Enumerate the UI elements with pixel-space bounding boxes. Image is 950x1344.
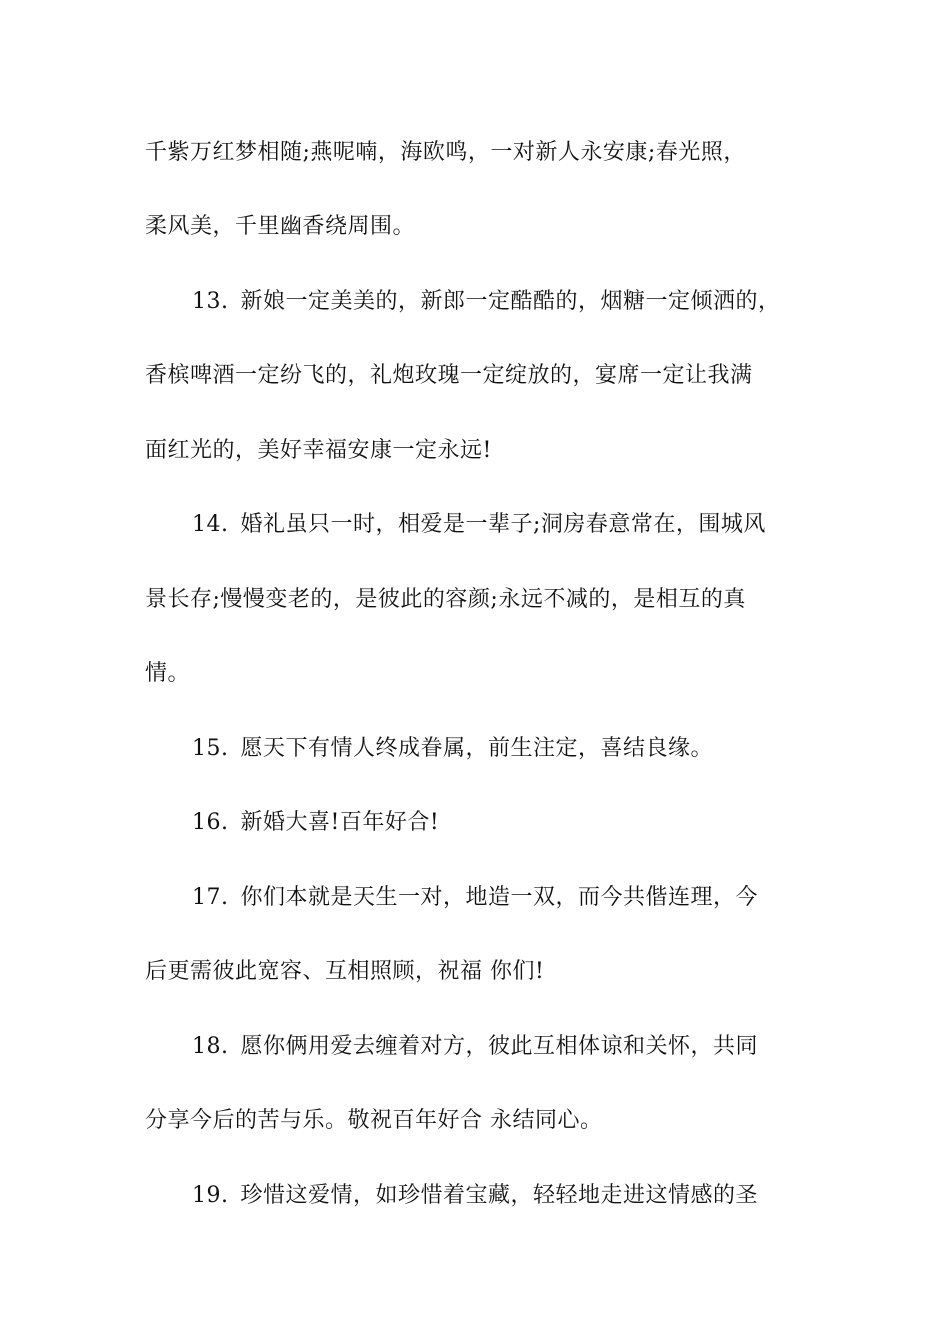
item-number: 16. <box>192 810 229 835</box>
item-number: 13. <box>192 289 229 314</box>
item-number: 19. <box>192 1183 229 1208</box>
text-line <box>145 212 835 242</box>
item-16-first-line <box>192 808 882 838</box>
text-line <box>145 659 835 689</box>
item-number: 17. <box>192 885 229 910</box>
line-text: 你们本就是天生一对，地造一双，而今共偕连理，今 <box>240 885 759 910</box>
text-line <box>145 585 835 615</box>
item-18-first-line <box>192 1032 882 1062</box>
item-number: 15. <box>192 736 229 761</box>
text-line <box>145 1106 835 1136</box>
line-text: 愿你俩用爱去缠着对方，彼此互相体谅和关怀，共同 <box>240 1034 759 1059</box>
line-text: 柔风美，千里幽香绕周围。 <box>145 214 416 239</box>
text-line <box>145 436 835 466</box>
line-text: 婚礼虽只一时，相爱是一辈子;洞房春意常在，围城风 <box>240 512 766 537</box>
item-number: 14. <box>192 512 229 537</box>
line-text: 新娘一定美美的，新郎一定酷酷的，烟糖一定倾洒的， <box>240 289 781 314</box>
line-text: 分享今后的苦与乐。敬祝百年好合 永结同心。 <box>145 1108 603 1133</box>
text-line <box>145 957 835 987</box>
line-text: 情。 <box>145 661 191 686</box>
line-text: 千紫万红梦相随;燕呢喃，海欧鸣，一对新人永安康;春光照， <box>145 140 746 165</box>
line-text: 愿天下有情人终成眷属，前生注定，喜结良缘。 <box>240 736 714 761</box>
item-13-first-line <box>192 287 882 317</box>
line-text: 珍惜这爱情，如珍惜着宝藏，轻轻地走进这情感的圣 <box>240 1183 759 1208</box>
item-15-first-line <box>192 734 882 764</box>
line-text: 面红光的，美好幸福安康一定永远! <box>145 438 492 463</box>
line-text: 后更需彼此宽容、互相照顾，祝福 你们! <box>145 959 545 984</box>
item-17-first-line <box>192 883 882 913</box>
text-line <box>145 361 835 391</box>
text-line <box>145 138 835 168</box>
item-14-first-line <box>192 510 882 540</box>
item-19-first-line <box>192 1181 882 1211</box>
line-text: 景长存;慢慢变老的，是彼此的容颜;永远不减的，是相互的真 <box>145 587 746 612</box>
line-text: 新婚大喜!百年好合! <box>240 810 440 835</box>
item-number: 18. <box>192 1034 229 1059</box>
line-text: 香槟啤酒一定纷飞的，礼炮玫瑰一定绽放的，宴席一定让我满 <box>145 363 753 388</box>
